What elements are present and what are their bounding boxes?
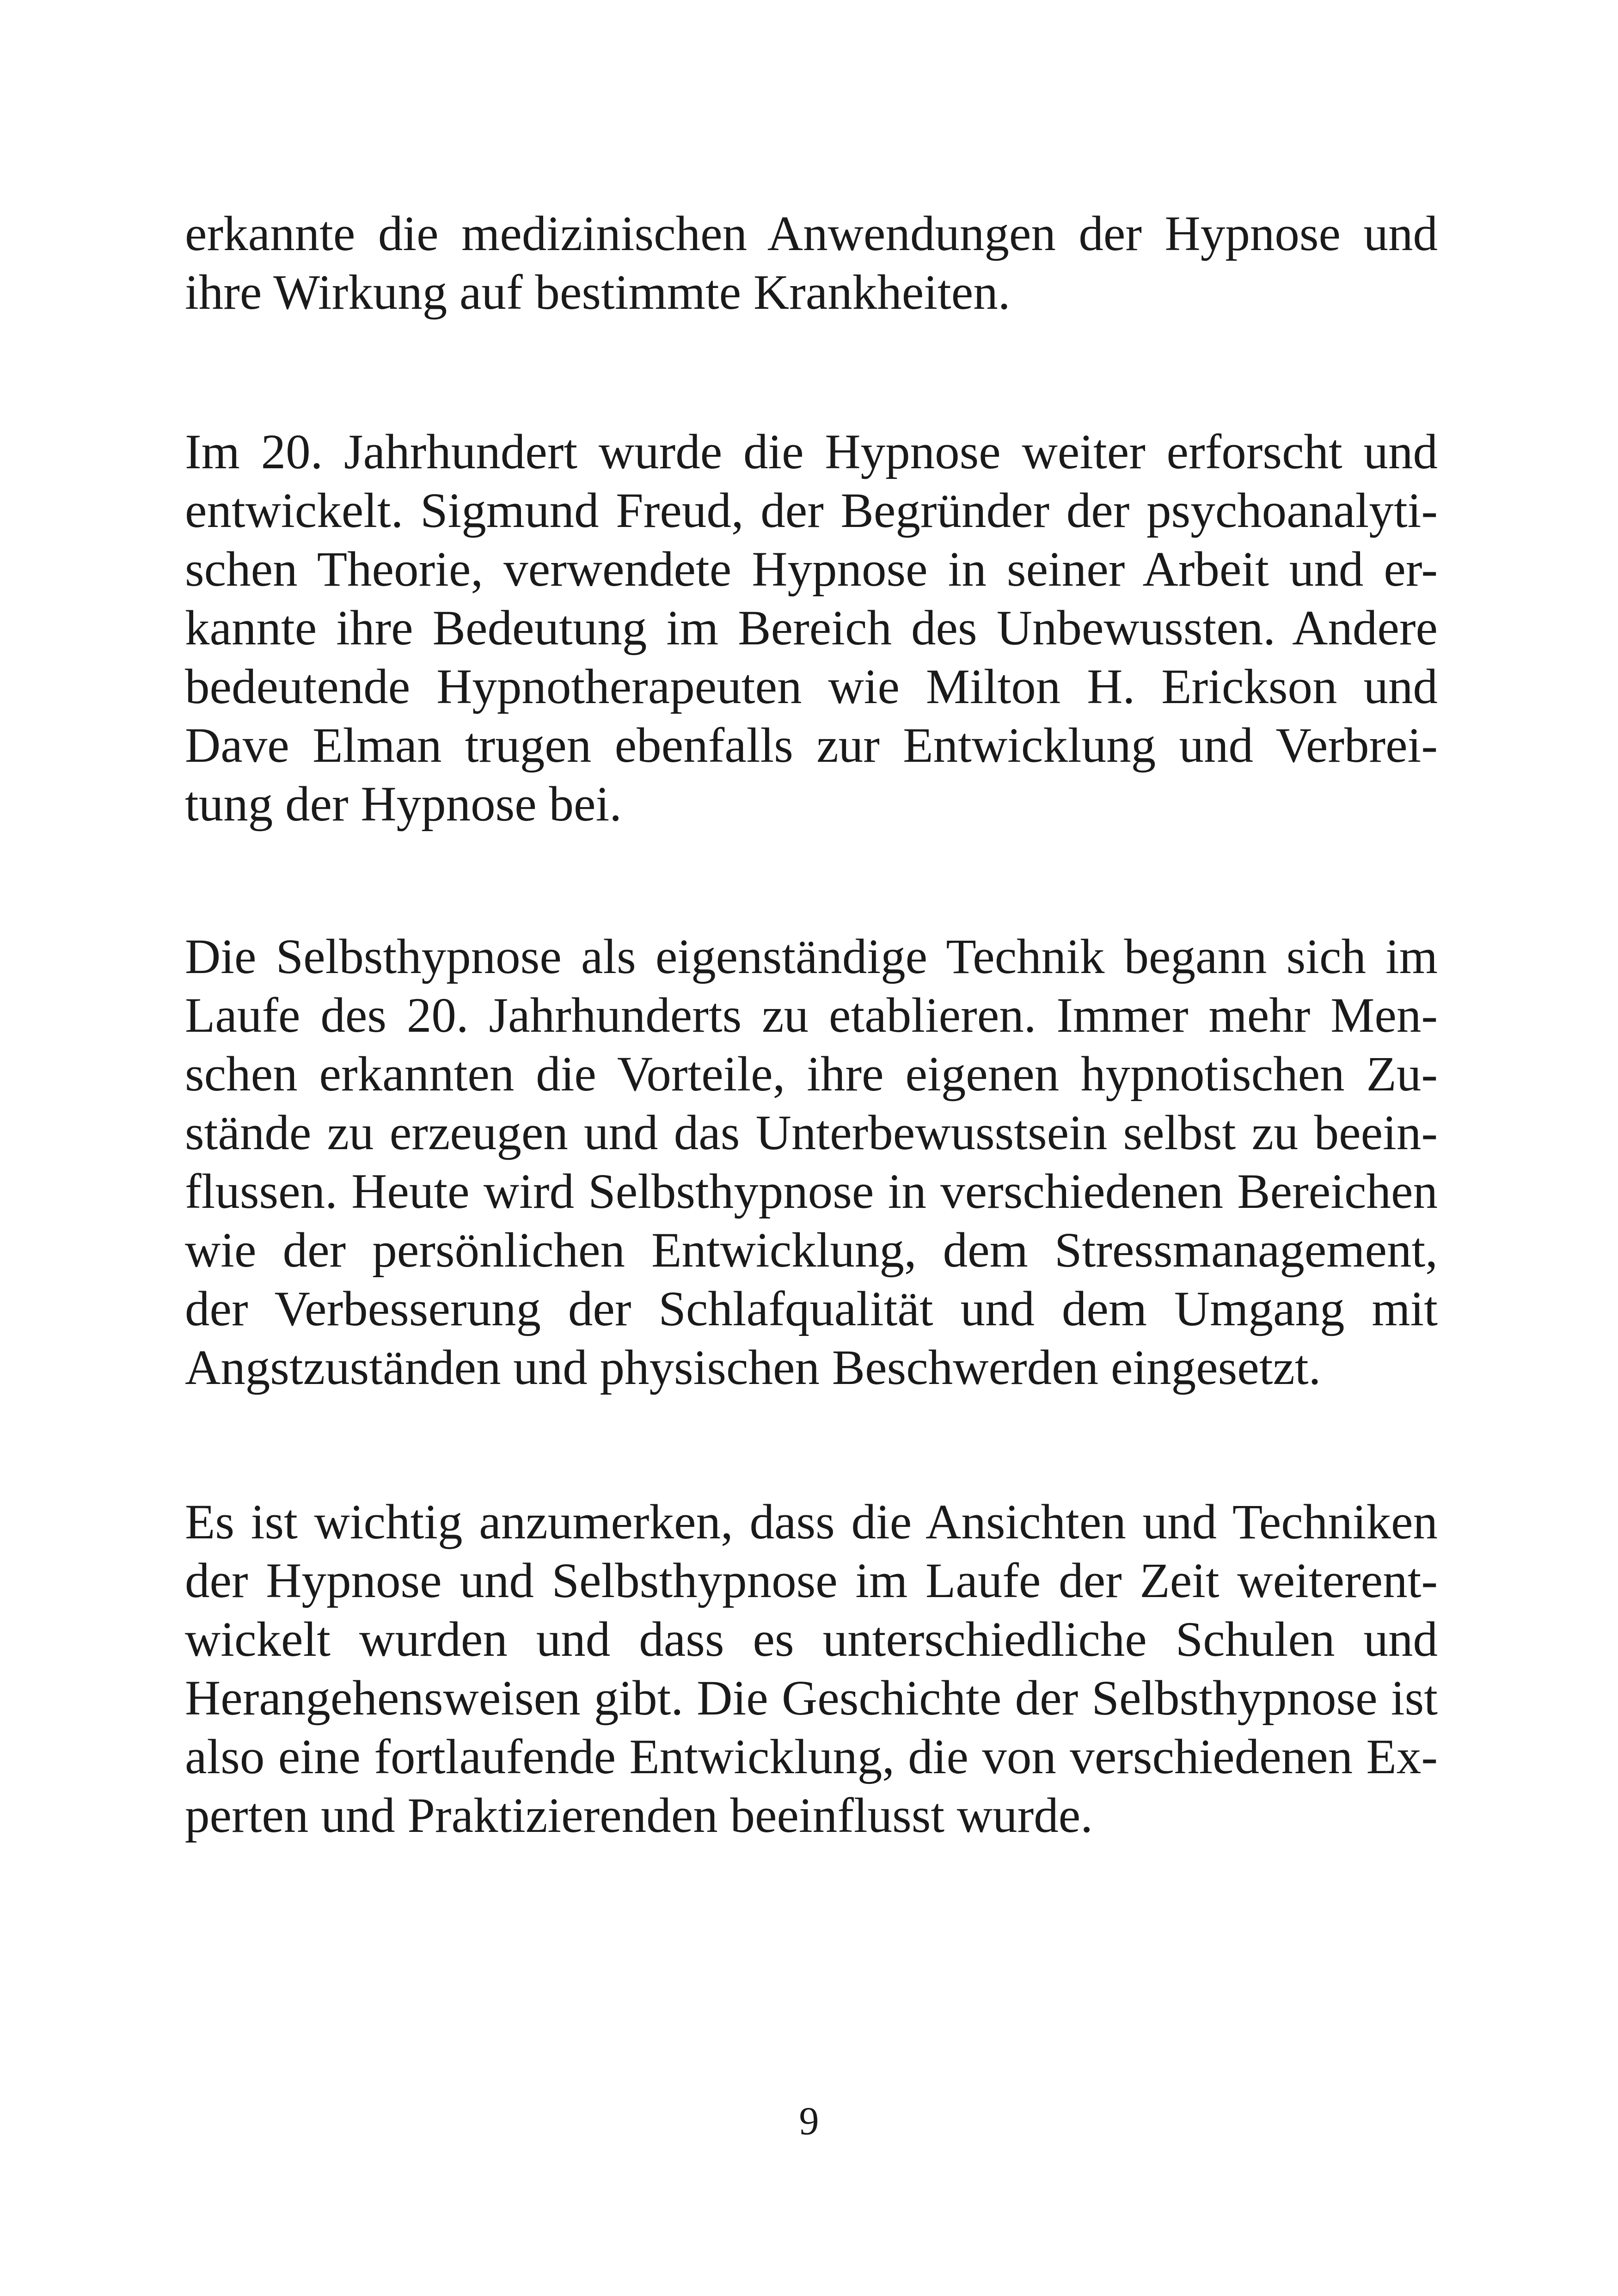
text-line: perten und Praktizierenden beeinflusst wurde. bbox=[185, 1788, 1093, 1843]
text-line: Angstzuständen und physischen Beschwerden eingesetzt. bbox=[185, 1341, 1321, 1395]
paragraph-4 bbox=[185, 1493, 1438, 1845]
page-number: 9 bbox=[799, 2099, 819, 2143]
text-line: Laufe des 20. Jahrhunderts zu etablieren. Immer mehr Men- bbox=[185, 988, 1438, 1043]
text-line: Dave Elman trugen ebenfalls zur Entwicklung und Verbrei- bbox=[185, 718, 1438, 773]
text-line: der Verbesserung der Schlafqualität und dem Umgang mit bbox=[185, 1282, 1438, 1336]
text-line: ihre Wirkung auf bestimmte Krankheiten. bbox=[185, 265, 1011, 320]
text-line: Es ist wichtig anzumerken, dass die Ansichten und Techniken bbox=[185, 1495, 1438, 1549]
text-line: erkannte die medizinischen Anwendungen der Hypnose und bbox=[185, 207, 1438, 261]
text-line: Die Selbsthypnose als eigenständige Technik begann sich im bbox=[185, 930, 1438, 984]
text-line: der Hypnose und Selbsthypnose im Laufe der Zeit weiterent- bbox=[185, 1554, 1438, 1608]
text-line: schen erkannten die Vorteile, ihre eigenen hypnotischen Zu- bbox=[185, 1047, 1438, 1102]
text-line: Im 20. Jahrhundert wurde die Hypnose weiter erforscht und bbox=[185, 425, 1438, 479]
text-line: tung der Hypnose bei. bbox=[185, 777, 622, 832]
paragraph-3 bbox=[185, 928, 1438, 1397]
text-line: stände zu erzeugen und das Unterbewusstsein selbst zu beein- bbox=[185, 1106, 1438, 1160]
paragraph-1 bbox=[185, 205, 1438, 322]
text-line: Herangehensweisen gibt. Die Geschichte der Selbsthypnose ist bbox=[185, 1671, 1438, 1726]
text-line: schen Theorie, verwendete Hypnose in seiner Arbeit und er- bbox=[185, 542, 1438, 597]
paragraph-2 bbox=[185, 423, 1438, 834]
text-line: bedeutende Hypnotherapeuten wie Milton H. Erickson und bbox=[185, 660, 1438, 714]
text-line: also eine fortlaufende Entwicklung, die von verschiedenen Ex- bbox=[185, 1730, 1438, 1784]
text-line: wickelt wurden und dass es unterschiedliche Schulen und bbox=[185, 1612, 1438, 1667]
text-line: entwickelt. Sigmund Freud, der Begründer der psychoanalyti- bbox=[185, 484, 1438, 538]
text-line: flussen. Heute wird Selbsthypnose in verschiedenen Bereichen bbox=[185, 1164, 1438, 1219]
text-line: kannte ihre Bedeutung im Bereich des Unbewussten. Andere bbox=[185, 601, 1438, 655]
text-line: wie der persönlichen Entwicklung, dem Stressmanagement, bbox=[185, 1223, 1438, 1278]
